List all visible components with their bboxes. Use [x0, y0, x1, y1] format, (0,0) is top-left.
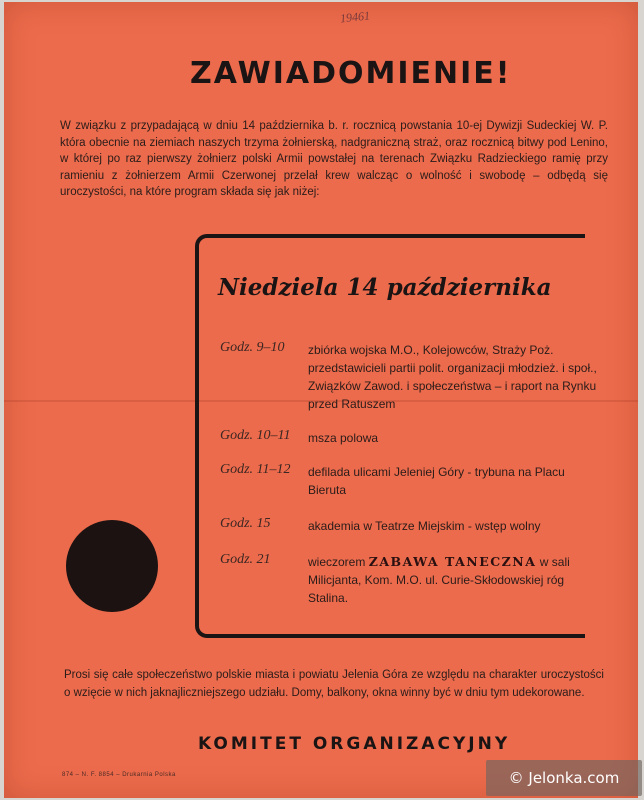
- program-item-detail: w sali Milicjanta, Kom. M.O. ul. Curie-Skłodowskiej róg Stalina.: [308, 555, 570, 605]
- program-item-time: Godz. 21: [220, 552, 271, 567]
- closing-paragraph: Prosi się całe społeczeństwo polskie miasta i powiatu Jelenia Góra ze względu na charakter uroczystości o wzięcie w nich jaknajliczniejszego udziału. Domy, balkony, okna winny być w dniu tym udekorowane.: [64, 669, 604, 699]
- program-item-text: msza polowa: [308, 431, 379, 445]
- program-item-prefix: wieczorem: [308, 555, 366, 569]
- program-item-time: Godz. 10–11: [220, 428, 291, 443]
- program-item-time: Godz. 15: [220, 516, 271, 531]
- printer-note: 874 – N. F. 8854 – Drukarnia Polska: [62, 772, 176, 778]
- program-item-text: zbiórka wojska M.O., Kolejowców, Straży Poż. przedstawicieli partii polit. organizacji młodzież. i społ., Związków Zawod. i społeczeństwa – i raport na Rynku przed Ratuszem: [308, 343, 597, 411]
- program-day-heading: Niedziela 14 października: [218, 274, 552, 301]
- black-circle-emblem: [66, 520, 158, 612]
- signature-committee: KOMITET ORGANIZACYJNY: [198, 734, 511, 754]
- site-watermark: © Jelonka.com: [486, 760, 642, 796]
- program-item-text: [308, 553, 600, 607]
- program-item-time: Godz. 9–10: [220, 340, 285, 355]
- program-item-time: Godz. 11–12: [220, 462, 291, 477]
- archive-number: 19461: [339, 8, 371, 26]
- poster-title: ZAWIADOMIENIE!: [190, 56, 512, 91]
- program-item-text: defilada ulicami Jeleniej Góry - trybuna na Placu Bieruta: [308, 465, 565, 497]
- dance-highlight: ZABAWA TANECZNA: [368, 554, 537, 569]
- intro-paragraph: W związku z przypadającą w dniu 14 października b. r. rocznicą powstania 10-ej Dywizji Sudeckiej W. P. która obecnie na ziemiach naszych trzyma żołnierską, nadgraniczną straż, oraz rocznicą bitwy pod Lenino, w której po raz pierwszy żołnierz polski Armii powstałej na terenach Związku Radzieckiego ramię przy ramieniu z żołnierzem Armii Czerwonej przelał krew walcząc o wolność i swobodę – odbędą się uroczystości, na które program składa się jak niżej:: [60, 120, 608, 198]
- program-item-text: akademia w Teatrze Miejskim - wstęp wolny: [308, 519, 541, 533]
